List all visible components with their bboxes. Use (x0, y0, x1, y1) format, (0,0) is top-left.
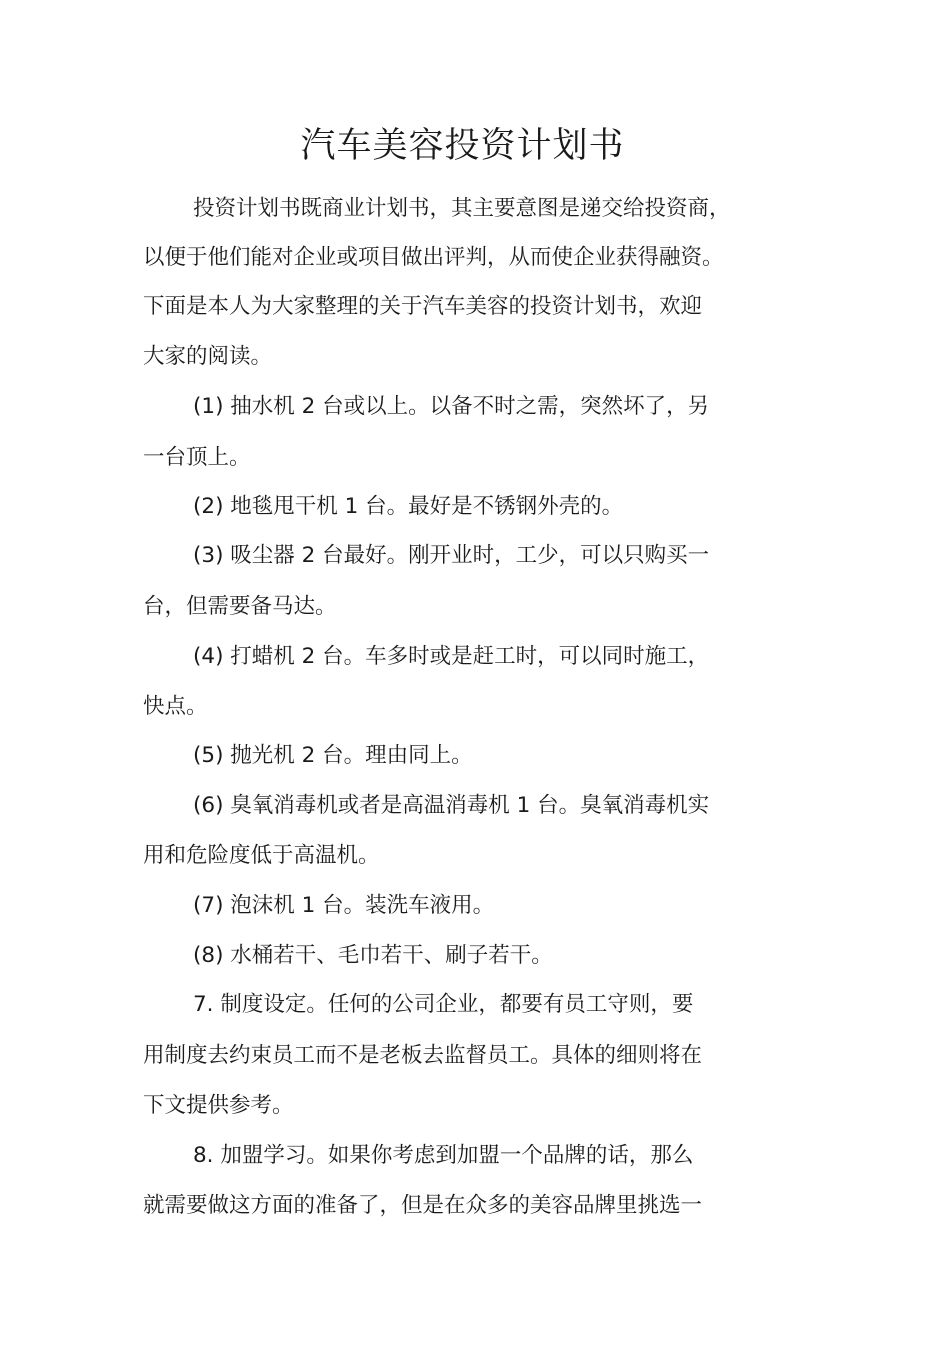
text-line: (7) 泡沫机 1 台。装洗车液用。 (193, 893, 495, 918)
text-line: (2) 地毯甩干机 1 台。最好是不锈钢外壳的。 (193, 494, 624, 519)
text-line: (4) 打蜡机 2 台。车多时或是赶工时，可以同时施工， (193, 644, 710, 669)
text-line: 台，但需要备马达。 (143, 594, 337, 619)
text-line: (5) 抛光机 2 台。理由同上。 (193, 743, 473, 768)
text-line: (1) 抽水机 2 台或以上。以备不时之需，突然坏了，另 (193, 394, 710, 419)
document-title: 汽车美容投资计划书 (300, 126, 625, 166)
text-line: 8. 加盟学习。如果你考虑到加盟一个品牌的话，那么 (193, 1143, 694, 1168)
text-line: 用制度去约束员工而不是老板去监督员工。具体的细则将在 (143, 1043, 703, 1068)
text-line: (3) 吸尘器 2 台最好。刚开业时，工少，可以只购买一 (193, 543, 710, 568)
text-line: 7. 制度设定。任何的公司企业，都要有员工守则，要 (193, 992, 694, 1017)
text-line: 投资计划书既商业计划书，其主要意图是递交给投资商， (193, 196, 731, 221)
text-line: 快点。 (143, 694, 208, 719)
text-line: 一台顶上。 (143, 445, 251, 470)
text-line: (8) 水桶若干、毛巾若干、刷子若干。 (193, 943, 553, 968)
text-line: (6) 臭氧消毒机或者是高温消毒机 1 台。臭氧消毒机实 (193, 793, 710, 818)
text-line: 以便于他们能对企业或项目做出评判，从而使企业获得融资。 (143, 245, 724, 270)
text-line: 用和危险度低于高温机。 (143, 843, 380, 868)
text-line: 大家的阅读。 (143, 344, 273, 369)
text-line: 下面是本人为大家整理的关于汽车美容的投资计划书，欢迎 (143, 294, 703, 319)
text-line: 就需要做这方面的准备了，但是在众多的美容品牌里挑选一 (143, 1193, 703, 1218)
text-line: 下文提供参考。 (143, 1093, 294, 1118)
